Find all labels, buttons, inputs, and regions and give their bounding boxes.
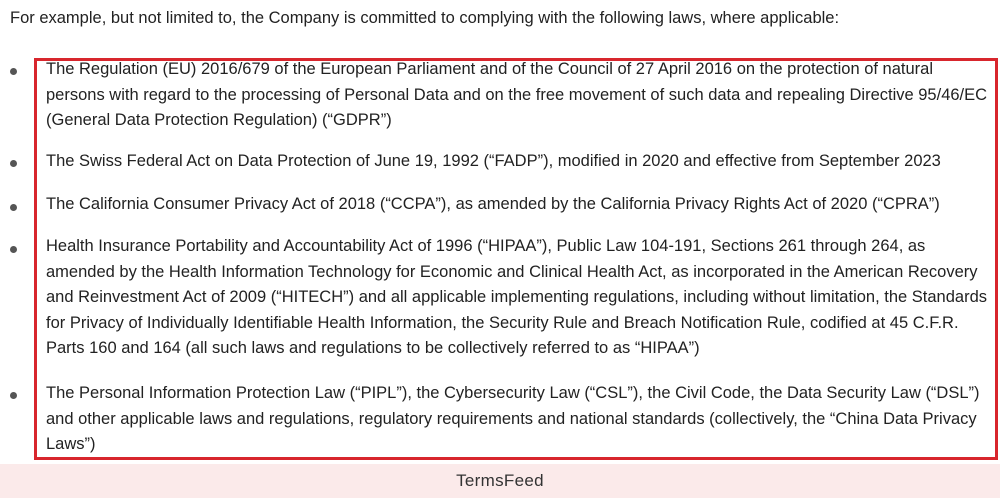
bullet-dot-icon xyxy=(10,392,17,399)
law-item-gdpr: The Regulation (EU) 2016/679 of the European Parliament and of the Council of 27 April 2016 on the protection of natural persons with regard to the processing of Personal Data and on the free movement of such data and repealing Directive 95/46/EC (General Data Protection Regulation) (“GDPR”) xyxy=(46,60,988,129)
bullet-dot-icon xyxy=(10,204,17,211)
footer-brand: TermsFeed xyxy=(456,471,544,490)
intro-paragraph: For example, but not limited to, the Company is committed to complying with the following laws, where applicable: xyxy=(10,9,840,27)
law-item-hipaa: Health Insurance Portability and Accountability Act of 1996 (“HIPAA”), Public Law 104-191, Sections 261 through 264, as amended by the Health Information Technology for Economic and Clinical Health Act, as incorporated in the American Recovery and Reinvestment Act of 2009 (“HITECH”) and all applicable implementing regulations, including without limitation, the Standards for Privacy of Individually Identifiable Health Information, the Security Rule and Breach Notification Rule, codified at 45 C.F.R. Parts 160 and 164 (all such laws and regulations to be collectively referred to as “HIPAA”) xyxy=(46,237,987,357)
footer-banner xyxy=(0,464,1000,498)
bullet-dot-icon xyxy=(10,160,17,167)
law-item-ccpa: The California Consumer Privacy Act of 2018 (“CCPA”), as amended by the California Privacy Rights Act of 2020 (“CPRA”) xyxy=(46,195,940,213)
law-item-pipl: The Personal Information Protection Law (“PIPL”), the Cybersecurity Law (“CSL”), the Civil Code, the Data Security Law (“DSL”) and other applicable laws and regulations, regulatory requirements and national standards (collectively, the “China Data Privacy Laws”) xyxy=(46,384,980,453)
bullet-dot-icon xyxy=(10,246,17,253)
bullet-dot-icon xyxy=(10,68,17,75)
law-item-fadp: The Swiss Federal Act on Data Protection of June 19, 1992 (“FADP”), modified in 2020 and effective from September 2023 xyxy=(46,152,941,170)
